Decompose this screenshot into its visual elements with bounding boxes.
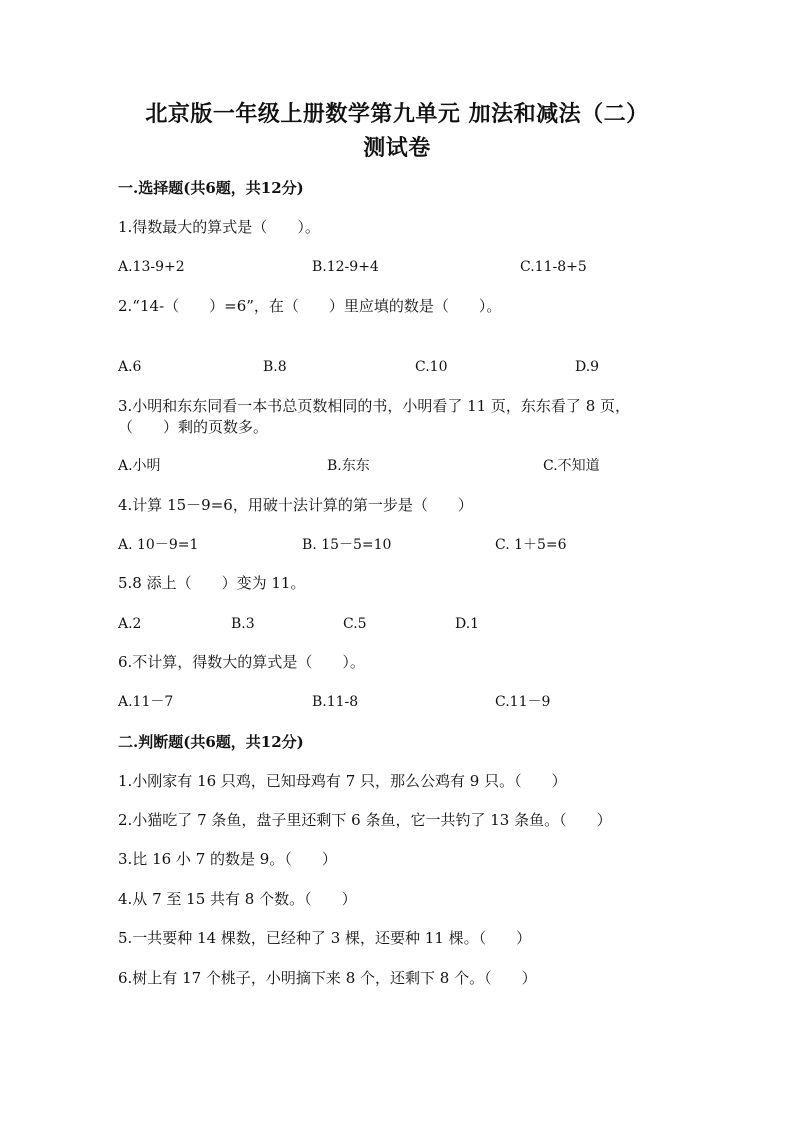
q5-option-b: B.3 bbox=[231, 616, 255, 632]
question-2: 2.“14-（ ）=6”，在（ ）里应填的数是（ ）。 bbox=[118, 297, 502, 315]
judge-item-5: 5.一共要种 14 棵数，已经种了 3 棵，还要种 11 棵。（ ） bbox=[118, 929, 532, 947]
q4-option-b: B. 15－5=10 bbox=[302, 537, 392, 553]
q5-option-a: A.2 bbox=[118, 616, 142, 632]
question-4: 4.计算 15－9=6，用破十法计算的第一步是（ ） bbox=[118, 496, 473, 514]
section2-heading: 二.判断题(共6题，共12分) bbox=[118, 733, 304, 751]
q2-option-c: C.10 bbox=[415, 359, 448, 375]
q2-option-a: A.6 bbox=[118, 359, 142, 375]
q3-option-b: B.东东 bbox=[327, 458, 370, 474]
question-5: 5.8 添上（ ）变为 11。 bbox=[118, 574, 306, 592]
q6-option-b: B.11-8 bbox=[312, 694, 359, 710]
q6-option-a: A.11－7 bbox=[118, 694, 174, 710]
question-3: 3.小明和东东同看一本书总页数相同的书，小明看了 11 页，东东看了 8 页， bbox=[118, 397, 631, 415]
page-subtitle: 测试卷 bbox=[363, 135, 431, 161]
q4-option-c: C. 1＋5=6 bbox=[495, 537, 567, 553]
q1-option-b: B.12-9+4 bbox=[312, 259, 379, 275]
question-3-cont: （ ）剩的页数多。 bbox=[118, 418, 269, 436]
q5-option-c: C.5 bbox=[343, 616, 367, 632]
q5-option-d: D.1 bbox=[455, 616, 480, 632]
question-6: 6.不计算，得数大的算式是（ ）。 bbox=[118, 653, 365, 671]
q4-option-a: A. 10－9=1 bbox=[118, 537, 199, 553]
q3-option-c: C.不知道 bbox=[543, 458, 600, 474]
q3-option-a: A.小明 bbox=[118, 458, 161, 474]
q1-option-c: C.11-8+5 bbox=[520, 259, 587, 275]
judge-item-1: 1.小刚家有 16 只鸡，已知母鸡有 7 只，那么公鸡有 9 只。（ ） bbox=[118, 772, 567, 790]
q1-option-a: A.13-9+2 bbox=[118, 259, 185, 275]
q2-option-b: B.8 bbox=[263, 359, 287, 375]
judge-item-3: 3.比 16 小 7 的数是 9。（ ） bbox=[118, 850, 337, 868]
q6-option-c: C.11－9 bbox=[495, 694, 551, 710]
section1-heading: 一.选择题(共6题，共12分) bbox=[118, 179, 304, 197]
judge-item-4: 4.从 7 至 15 共有 8 个数。（ ） bbox=[118, 890, 357, 908]
page-title: 北京版一年级上册数学第九单元 加法和减法（二） bbox=[145, 101, 649, 127]
question-1: 1.得数最大的算式是（ ）。 bbox=[118, 218, 320, 236]
judge-item-6: 6.树上有 17 个桃子，小明摘下来 8 个，还剩下 8 个。（ ） bbox=[118, 969, 537, 987]
q2-option-d: D.9 bbox=[575, 359, 600, 375]
judge-item-2: 2.小猫吃了 7 条鱼，盘子里还剩下 6 条鱼，它一共钓了 13 条鱼。（ ） bbox=[118, 811, 612, 829]
